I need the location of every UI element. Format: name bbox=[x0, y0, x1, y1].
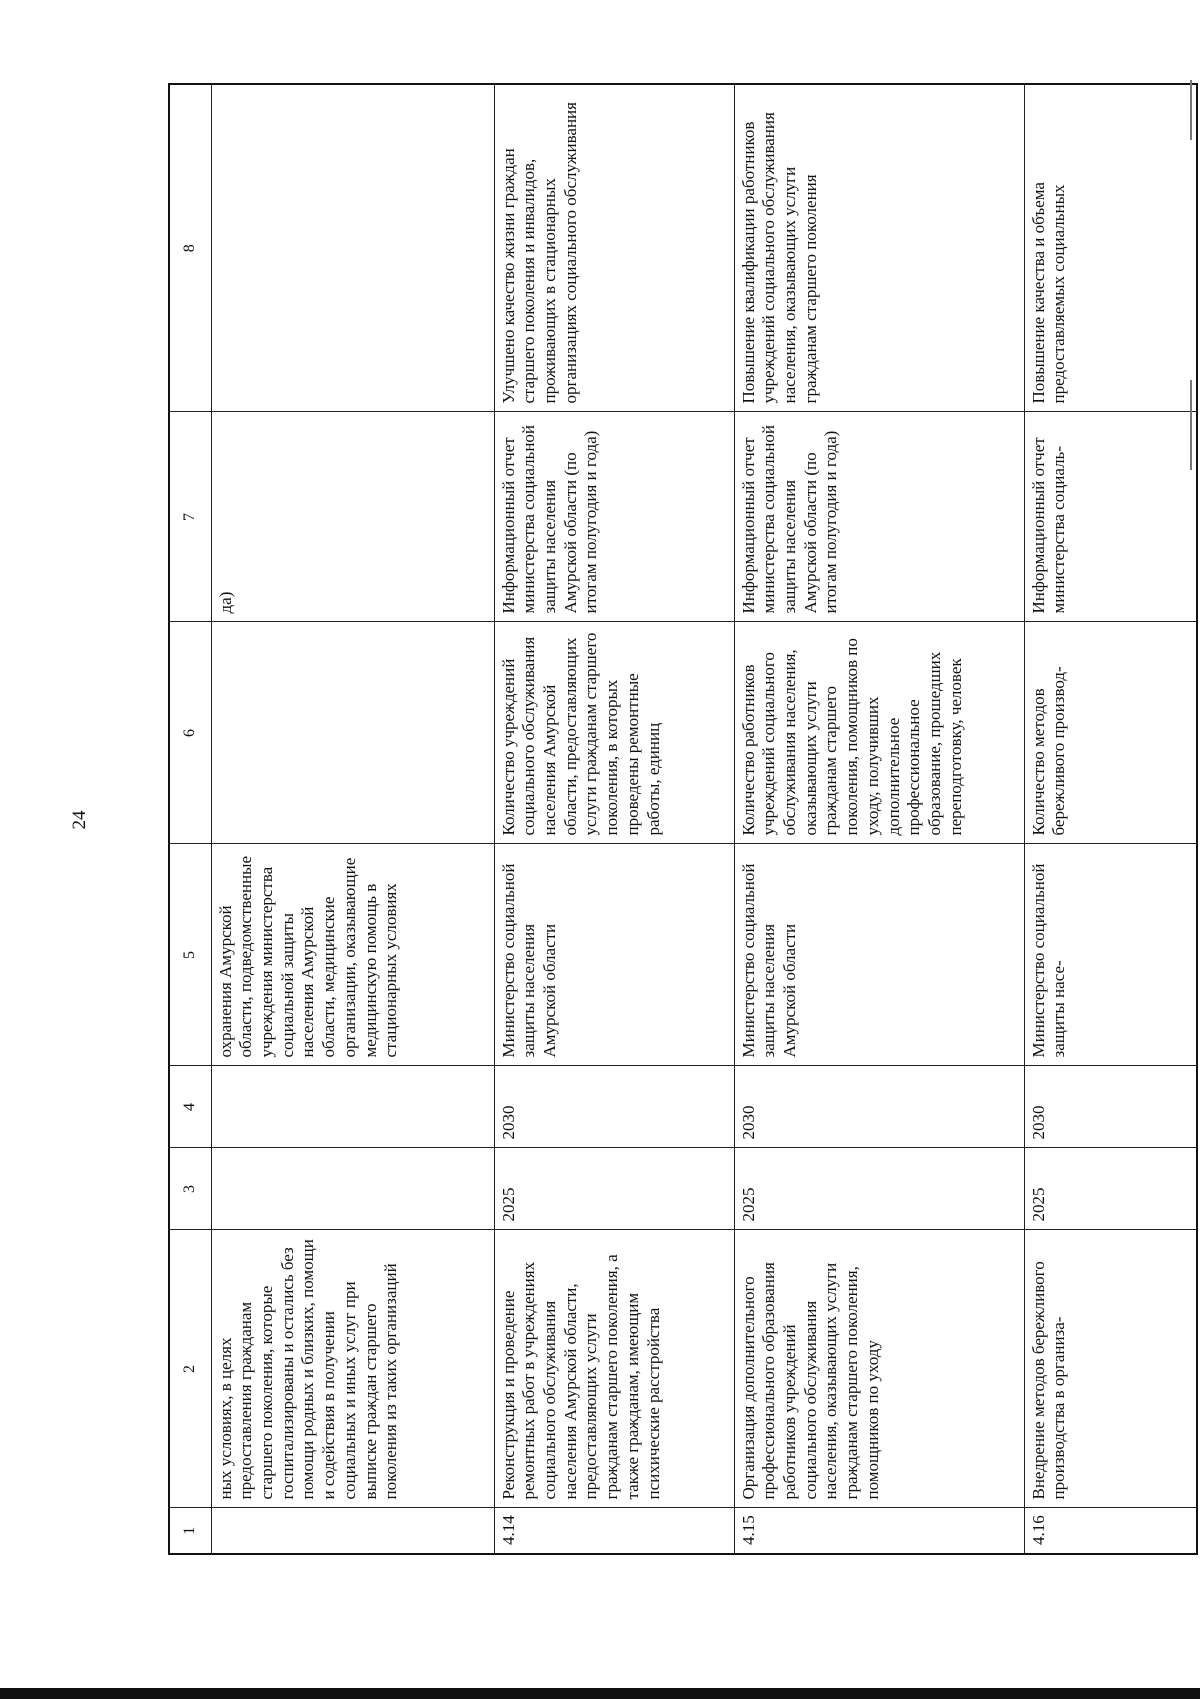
start-year: 2025 bbox=[494, 1148, 734, 1230]
measure-name: Внедрение методов бережливого производства в организа- bbox=[1024, 1230, 1197, 1508]
measure-name: ных условиях, в целях предоставления гражданам старшего поколения, которые госпитализированы и остались без помощи родных и близких, помощи и содействия в получении социальных и иных услуг при выписке граждан старшего поколения из таких организаций bbox=[211, 1230, 494, 1508]
header-cell: 3 bbox=[169, 1148, 211, 1230]
report-form: Информационный отчет министерства социальной защиты населения Амурской области (по итогам полугодия и года) bbox=[494, 412, 734, 622]
expected-result bbox=[211, 84, 494, 412]
report-form: да) bbox=[211, 412, 494, 622]
scan-artifact bbox=[1190, 80, 1192, 140]
rotated-table-container bbox=[168, 85, 1196, 1555]
responsible-executor: охранения Амурской области, подведомственные учреждения министерства социальной защиты населения Амурской области, медицинские организации, оказывающие медицинскую помощь в стационарных условиях bbox=[211, 844, 494, 1066]
start-year: 2025 bbox=[1024, 1148, 1197, 1230]
row-number: 4.15 bbox=[734, 1508, 1024, 1554]
row-number bbox=[211, 1508, 494, 1554]
header-cell: 5 bbox=[169, 844, 211, 1066]
indicator: Количество учреждений социального обслуживания населения Амурской области, предоставляющих услуги гражданам старшего поколения, в которых проведены ремонтные работы, единиц bbox=[494, 622, 734, 844]
measure-name: Реконструкция и проведение ремонтных работ в учреждениях социального обслуживания населения Амурской области, предоставляющих услуги гражданам старшего поколения, а также гражданам, имеющим психические расстройства bbox=[494, 1230, 734, 1508]
expected-result: Повышение качества и объема предоставляемых социальных bbox=[1024, 84, 1197, 412]
header-cell: 2 bbox=[169, 1230, 211, 1508]
table-row bbox=[494, 84, 734, 1554]
responsible-executor: Министерство социальной защиты населения Амурской области bbox=[734, 844, 1024, 1066]
scan-artifact bbox=[1190, 380, 1192, 470]
expected-result: Улучшено качество жизни граждан старшего поколения и инвалидов, проживающих в стационарных организациях социального обслуживания bbox=[494, 84, 734, 412]
end-year bbox=[211, 1066, 494, 1148]
header-cell: 7 bbox=[169, 412, 211, 622]
measures-table bbox=[168, 83, 1198, 1555]
end-year: 2030 bbox=[494, 1066, 734, 1148]
row-number: 4.14 bbox=[494, 1508, 734, 1554]
row-number: 4.16 bbox=[1024, 1508, 1197, 1554]
indicator: Количество методов бережливого производ- bbox=[1024, 622, 1197, 844]
page-number: 24 bbox=[69, 810, 90, 830]
expected-result: Повышение квалификации работников учреждений социального обслуживания населения, оказывающих услуги гражданам старшего поколения bbox=[734, 84, 1024, 412]
indicator bbox=[211, 622, 494, 844]
measure-name: Организация дополнительного профессионального образования работников учреждений социального обслуживания населения, оказывающих услуги гражданам старшего поколения, помощников по уходу bbox=[734, 1230, 1024, 1508]
start-year: 2025 bbox=[734, 1148, 1024, 1230]
start-year bbox=[211, 1148, 494, 1230]
table-row bbox=[1024, 84, 1197, 1554]
header-cell: 1 bbox=[169, 1508, 211, 1554]
table-row bbox=[211, 84, 494, 1554]
responsible-executor: Министерство социальной защиты населения Амурской области bbox=[494, 844, 734, 1066]
indicator: Количество работников учреждений социального обслуживания населения, оказывающих услуги гражданам старшего поколения, помощников по уходу, получивших дополнительное профессиональное образование, прошедших переподготовку, человек bbox=[734, 622, 1024, 844]
table-row bbox=[734, 84, 1024, 1554]
report-form: Информационный отчет министерства социаль- bbox=[1024, 412, 1197, 622]
header-cell: 6 bbox=[169, 622, 211, 844]
header-cell: 4 bbox=[169, 1066, 211, 1148]
header-row bbox=[169, 84, 211, 1554]
end-year: 2030 bbox=[734, 1066, 1024, 1148]
report-form: Информационный отчет министерства социальной защиты населения Амурской области (по итогам полугодия и года) bbox=[734, 412, 1024, 622]
end-year: 2030 bbox=[1024, 1066, 1197, 1148]
scan-bottom-edge bbox=[0, 1688, 1200, 1699]
responsible-executor: Министерство социальной защиты насе- bbox=[1024, 844, 1197, 1066]
header-cell: 8 bbox=[169, 84, 211, 412]
